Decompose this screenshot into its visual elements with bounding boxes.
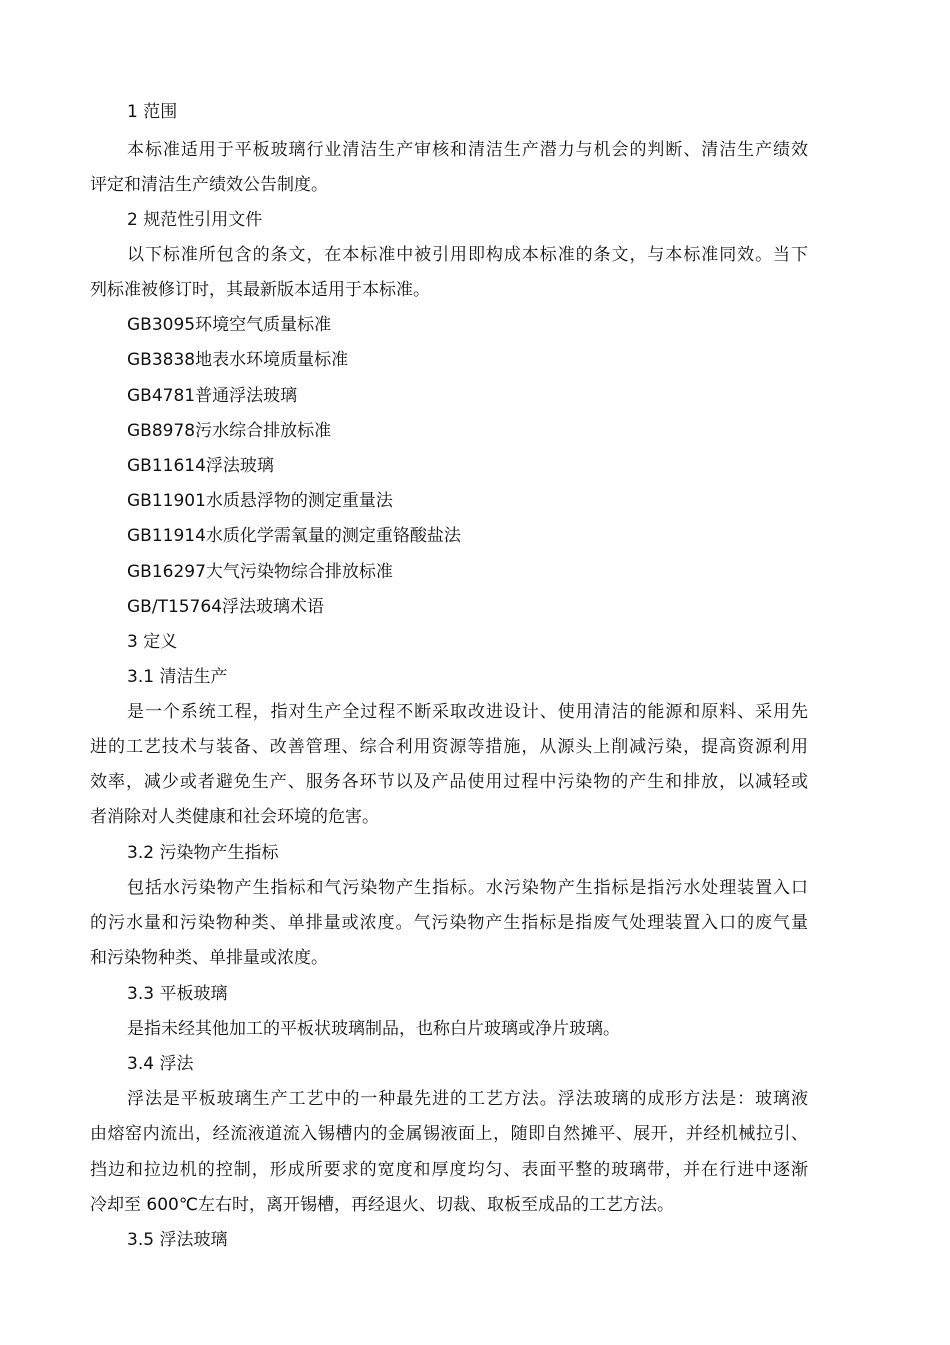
paragraph-line: 是一个系统工程，指对生产全过程不断采取改进设计、使用清洁的能源和原料、采用先 xyxy=(127,702,808,722)
paragraph-line: 挡边和拉边机的控制，形成所要求的宽度和厚度均匀、表面平整的玻璃带，并在行进中逐渐 xyxy=(90,1160,808,1180)
paragraph-line: 进的工艺技术与装备、改善管理、综合利用资源等措施，从源头上削减污染，提高资源利用 xyxy=(90,737,808,757)
reference-item: GB8978污水综合排放标准 xyxy=(127,421,332,441)
paragraph-line: 评定和清洁生产绩效公告制度。 xyxy=(90,175,328,195)
paragraph-line: 冷却至 600℃左右时，离开锡槽，再经退火、切裁、取板至成品的工艺方法。 xyxy=(90,1195,674,1215)
reference-item: GB3838地表水环境质量标准 xyxy=(127,350,349,370)
reference-item: GB11914水质化学需氧量的测定重铬酸盐法 xyxy=(127,526,461,546)
paragraph-line: 列标准被修订时，其最新版本适用于本标准。 xyxy=(90,280,430,300)
reference-item: GB4781普通浮法玻璃 xyxy=(127,386,298,406)
reference-item: GB16297大气污染物综合排放标准 xyxy=(127,562,393,582)
paragraph-line: 者消除对人类健康和社会环境的危害。 xyxy=(90,807,379,827)
subsection-heading: 3.5 浮法玻璃 xyxy=(127,1230,228,1250)
subsection-heading: 3.1 清洁生产 xyxy=(127,667,228,687)
paragraph-line: 包括水污染物产生指标和气污染物产生指标。水污染物产生指标是指污水处理装置入口 xyxy=(127,878,808,898)
paragraph-line: 是指未经其他加工的平板状玻璃制品，也称白片玻璃或净片玻璃。 xyxy=(127,1019,620,1039)
paragraph-line: 由熔窑内流出，经流液道流入锡槽内的金属锡液面上，随即自然摊平、展开，并经机械拉引、 xyxy=(90,1124,808,1144)
paragraph-line: 浮法是平板玻璃生产工艺中的一种最先进的工艺方法。浮法玻璃的成形方法是：玻璃液 xyxy=(127,1089,808,1109)
section-heading-scope: 1 范围 xyxy=(127,102,178,122)
paragraph-line: 的污水量和污染物种类、单排量或浓度。气污染物产生指标是指废气处理装置入口的废气量 xyxy=(90,913,808,933)
section-heading-references: 2 规范性引用文件 xyxy=(127,210,263,230)
subsection-heading: 3.3 平板玻璃 xyxy=(127,984,228,1004)
subsection-heading: 3.2 污染物产生指标 xyxy=(127,843,279,863)
paragraph-line: 以下标准所包含的条文，在本标准中被引用即构成本标准的条文，与本标准同效。当下 xyxy=(127,245,808,265)
paragraph-line: 和污染物种类、单排量或浓度。 xyxy=(90,948,328,968)
paragraph-line: 效率，减少或者避免生产、服务各环节以及产品使用过程中污染物的产生和排放，以减轻或 xyxy=(90,772,808,792)
section-heading-definitions: 3 定义 xyxy=(127,632,178,652)
reference-item: GB11614浮法玻璃 xyxy=(127,456,274,476)
reference-item: GB/T15764浮法玻璃术语 xyxy=(127,597,325,617)
reference-item: GB3095环境空气质量标准 xyxy=(127,315,332,335)
subsection-heading: 3.4 浮法 xyxy=(127,1054,194,1074)
paragraph-line: 本标准适用于平板玻璃行业清洁生产审核和清洁生产潜力与机会的判断、清洁生产绩效 xyxy=(127,140,808,160)
reference-item: GB11901水质悬浮物的测定重量法 xyxy=(127,491,393,511)
